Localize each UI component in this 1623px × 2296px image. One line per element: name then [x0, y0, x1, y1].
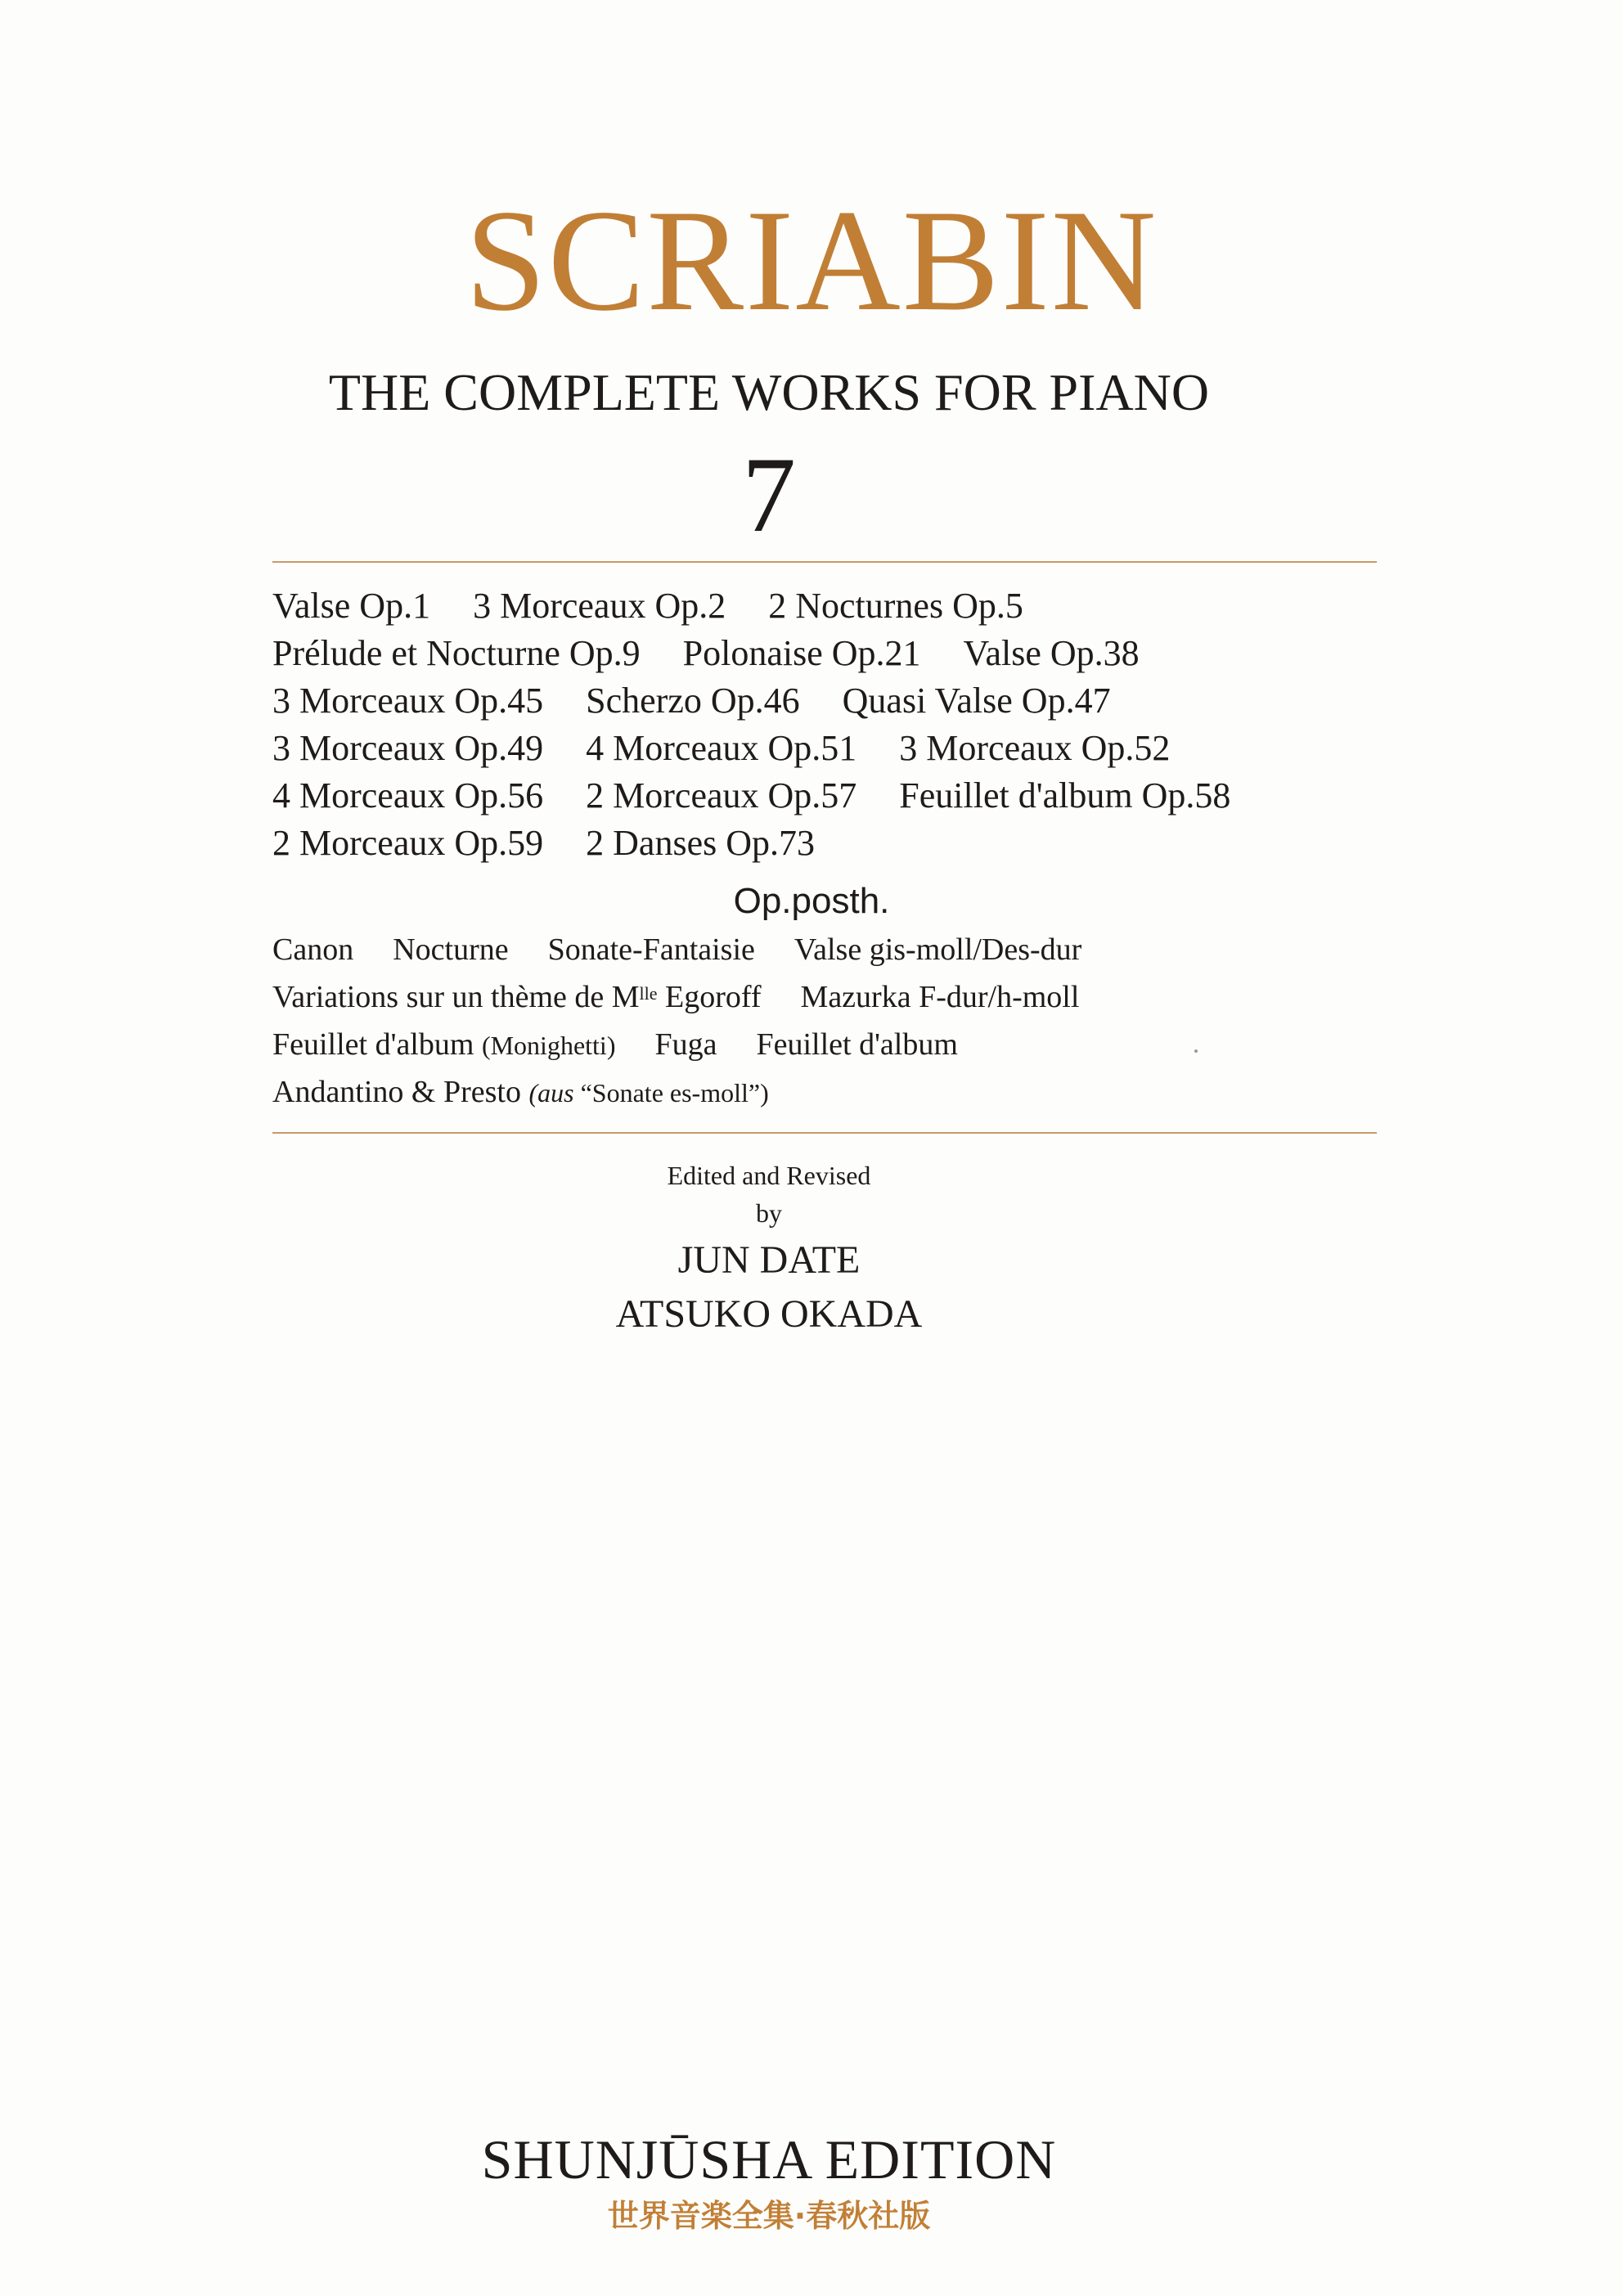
- work-item: Valse Op.1: [272, 586, 431, 626]
- publisher-name: SHUNJŪSHA EDITION: [481, 2128, 1057, 2190]
- editor-name: JUN DATE: [677, 1238, 861, 1282]
- work-item: 2 Nocturnes Op.5: [768, 586, 1023, 626]
- work-item: 3 Morceaux Op.2: [473, 586, 726, 626]
- volume-number: 7: [742, 434, 796, 555]
- work-item: Scherzo Op.46: [586, 681, 800, 721]
- posth-item: Valse gis-moll/Des-dur: [794, 932, 1082, 967]
- work-item: Prélude et Nocturne Op.9: [272, 633, 641, 673]
- works-row: [272, 725, 1377, 772]
- publisher-name-japanese: 世界音楽全集·春秋社版: [607, 2198, 931, 2234]
- posth-item: Mazurka F-dur/h-moll: [800, 980, 1080, 1014]
- works-row: [272, 772, 1377, 820]
- stray-mark: [1194, 1049, 1198, 1053]
- works-row: [272, 582, 1377, 630]
- work-item: 2 Morceaux Op.57: [586, 775, 857, 816]
- posthumous-heading: Op.posth.: [733, 881, 890, 921]
- bottom-divider: [272, 1132, 1377, 1134]
- posth-row: [272, 1068, 1377, 1116]
- posth-row: [272, 926, 1377, 973]
- work-item: 3 Morceaux Op.49: [272, 728, 544, 768]
- work-item: 3 Morceaux Op.52: [899, 728, 1171, 768]
- top-divider: [272, 561, 1377, 563]
- posth-row: [272, 973, 1377, 1021]
- posth-item-feuillet: [272, 1027, 615, 1062]
- variations-superscript: lle: [639, 983, 658, 1004]
- work-item: 2 Morceaux Op.59: [272, 823, 544, 863]
- work-item: Feuillet d'album Op.58: [899, 775, 1231, 816]
- posth-item: Sonate-Fantaisie: [547, 932, 755, 967]
- series-title: THE COMPLETE WORKS FOR PIANO: [328, 363, 1210, 421]
- by-label: by: [756, 1198, 782, 1228]
- andantino-source: “Sonate es-moll”): [573, 1078, 769, 1108]
- work-item: 4 Morceaux Op.51: [586, 728, 857, 768]
- work-item: 4 Morceaux Op.56: [272, 775, 544, 816]
- variations-suffix: Egoroff: [657, 980, 762, 1014]
- andantino-label: Andantino & Presto: [272, 1075, 529, 1109]
- edited-label: Edited and Revised: [667, 1161, 871, 1190]
- work-item: Valse Op.38: [963, 633, 1140, 673]
- work-item: 3 Morceaux Op.45: [272, 681, 544, 721]
- posth-item-variations: [272, 980, 762, 1014]
- works-row: [272, 677, 1377, 725]
- posth-item: Canon: [272, 932, 354, 967]
- posth-item: Fuga: [654, 1027, 717, 1062]
- works-row: [272, 820, 1377, 867]
- posth-item: Nocturne: [393, 932, 509, 967]
- feuillet-note: (Monighetti): [481, 1031, 616, 1060]
- works-list: [272, 582, 1377, 867]
- editor-name: ATSUKO OKADA: [615, 1292, 923, 1336]
- posth-item: Feuillet d'album: [756, 1027, 958, 1062]
- posth-item-andantino: [272, 1075, 769, 1109]
- work-item: Quasi Valse Op.47: [842, 681, 1111, 721]
- posthumous-list: [272, 926, 1377, 1116]
- work-item: Polonaise Op.21: [682, 633, 921, 673]
- works-row: [272, 630, 1377, 677]
- composer-title: SCRIABIN: [465, 179, 1158, 341]
- work-item: 2 Danses Op.73: [586, 823, 815, 863]
- andantino-aus: (aus: [528, 1078, 574, 1108]
- variations-prefix: Variations sur un thème de M: [272, 980, 640, 1014]
- posth-row: [272, 1021, 1377, 1068]
- feuillet-label: Feuillet d'album: [272, 1027, 482, 1062]
